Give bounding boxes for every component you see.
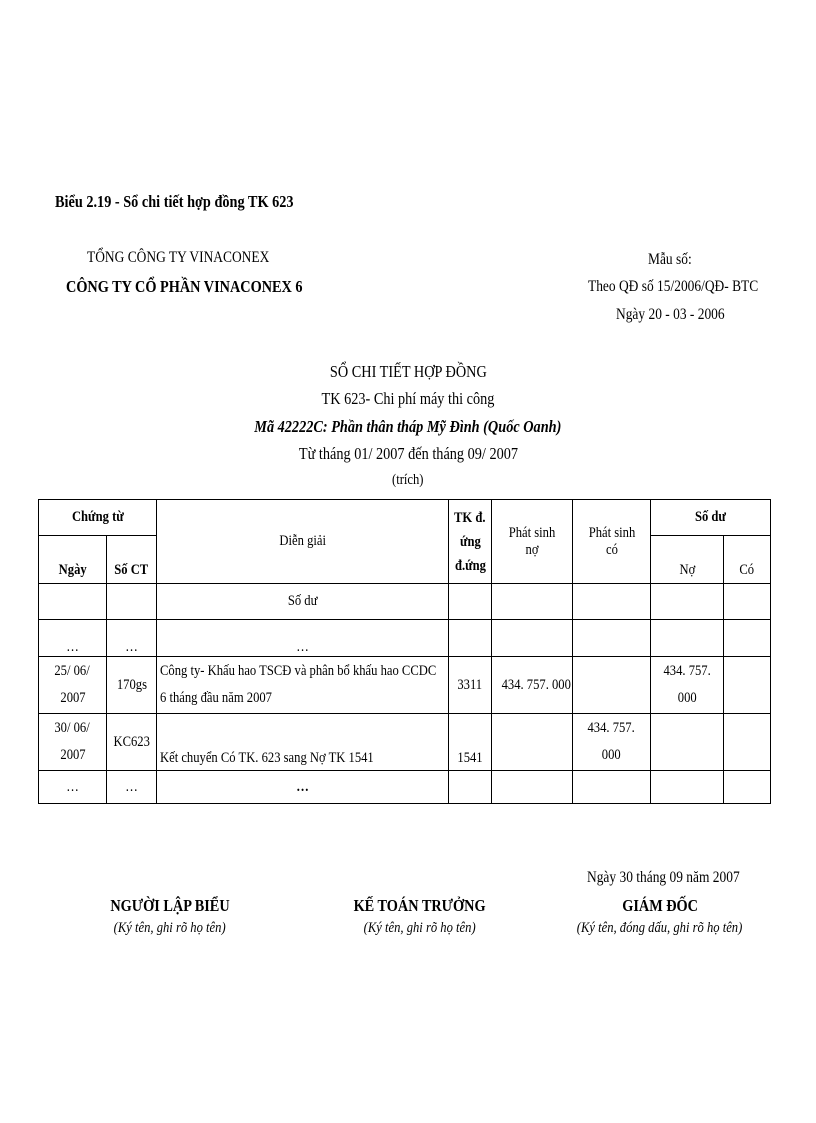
org-parent: TỔNG CÔNG TY VINACONEX [87,249,270,266]
cell-credit [573,657,651,714]
header-voucher-no: Số CT [107,536,157,584]
ledger-note: (trích) [392,472,424,488]
opening-balance-label: Số dư [157,584,449,620]
header-description: Diễn giải [157,500,449,584]
cell-description: Công ty- Khấu hao TSCĐ và phân bổ khấu hao CCDC 6 tháng đầu năm 2007 [157,657,449,714]
header-debit: Phát sinh nợ [492,500,573,584]
header-balance-debit: Nợ [651,536,724,584]
cell-date: 30/ 06/ 2007 [39,714,107,771]
ledger-period: Từ tháng 01/ 2007 đến tháng 09/ 2007 [298,444,518,463]
cell-balance-credit [724,657,771,714]
cell-debit [492,714,573,771]
cell-voucher-no: … [107,771,157,804]
opening-balance-row [39,584,771,620]
header-date: Ngày [39,536,107,584]
form-number: Mẫu số: [648,251,692,268]
table-row [39,771,771,804]
ledger-project: Mã 42222C: Phần thân tháp Mỹ Đình (Quốc Oanh) [254,417,562,436]
cell-voucher-no: … [107,620,157,657]
header-contra-account: TK đ. ứng đ.ứng [449,500,492,584]
signature-chief-accountant: KẾ TOÁN TRƯỞNG (Ký tên, ghi rõ họ tên) [353,896,486,936]
cell-contra-account: 3311 [449,657,492,714]
cell-contra-account: 1541 [449,714,492,771]
cell-credit: 434. 757. 000 [573,714,651,771]
header-balance-credit: Có [724,536,771,584]
org-name: CÔNG TY CỔ PHẦN VINACONEX 6 [66,277,303,296]
cell-description: … [157,771,449,804]
header-balance: Số dư [651,500,771,536]
form-date: Ngày 20 - 03 - 2006 [616,306,725,323]
ledger-account: TK 623- Chi phí máy thi công [321,389,495,408]
signature-director: GIÁM ĐỐC (Ký tên, đóng dấu, ghi rõ họ tên) [577,896,743,936]
table-row [39,657,771,714]
table-row [39,620,771,657]
cell-description: … [157,620,449,657]
cell-balance-credit [724,714,771,771]
cell-date: 25/ 06/ 2007 [39,657,107,714]
header-credit: Phát sinh có [573,500,651,584]
cell-balance-debit: 434. 757. 000 [651,657,724,714]
ledger-title: SỔ CHI TIẾT HỢP ĐỒNG [329,362,487,381]
header-row-1 [39,500,771,536]
table-row [39,714,771,771]
signature-date: Ngày 30 tháng 09 năm 2007 [587,869,740,886]
signature-preparer: NGƯỜI LẬP BIỂU (Ký tên, ghi rõ họ tên) [110,896,230,936]
form-decision: Theo QĐ số 15/2006/QĐ- BTC [588,278,759,295]
cell-debit: 434. 757. 000 [492,657,573,714]
cell-date: … [39,620,107,657]
cell-voucher-no: KC623 [107,714,157,771]
cell-balance-debit [651,714,724,771]
cell-description: Kết chuyển Có TK. 623 sang Nợ TK 1541 [157,714,449,771]
cell-date: … [39,771,107,804]
header-voucher: Chứng từ [39,500,157,536]
document-caption: Biểu 2.19 - Sổ chi tiết hợp đồng TK 623 [55,192,294,211]
cell-voucher-no: 170gs [107,657,157,714]
ledger-table [38,499,771,804]
